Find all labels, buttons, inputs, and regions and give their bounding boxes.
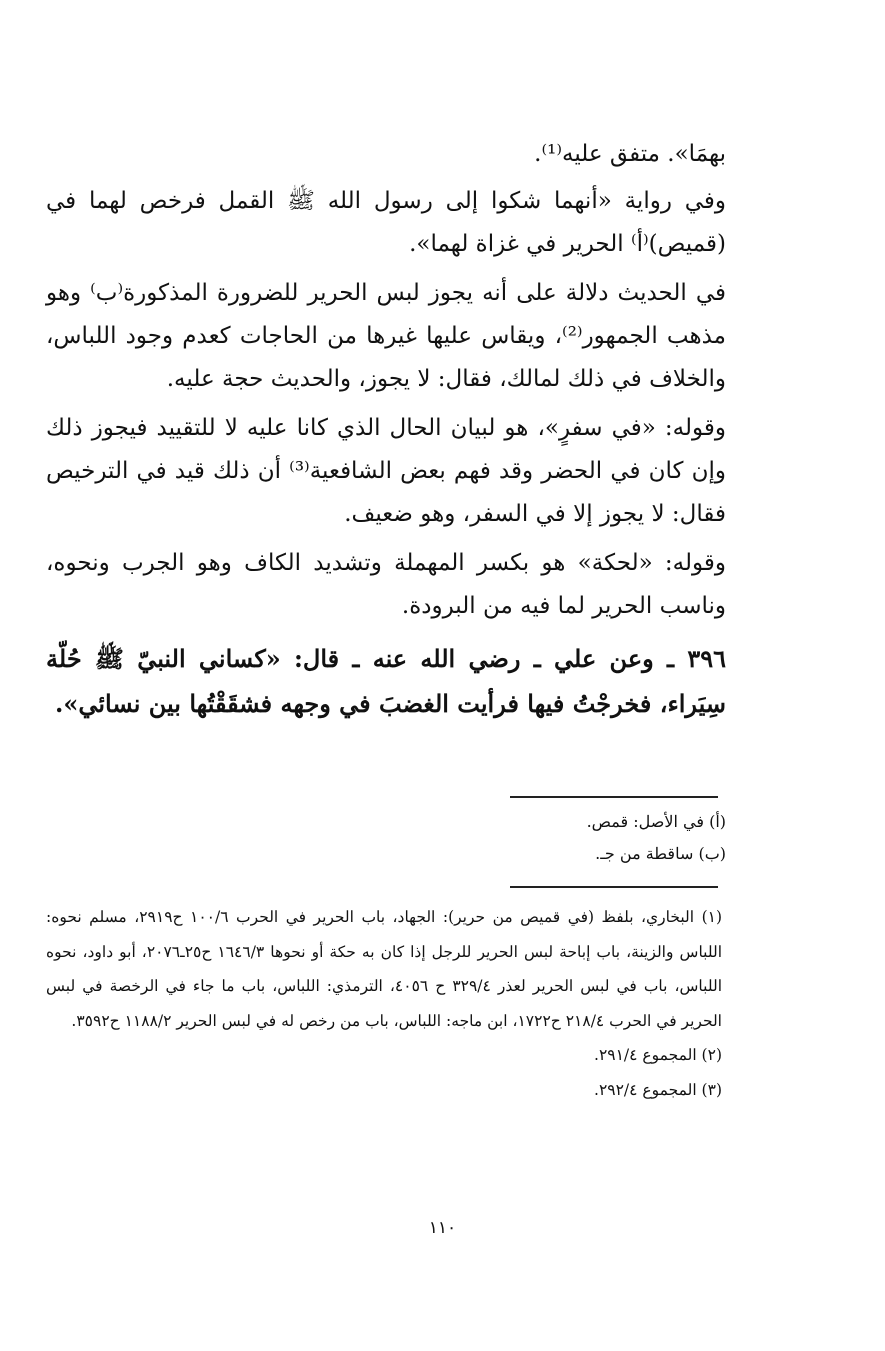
paragraph-continuation: بهمَا». متفق عليه⁽¹⁾. [534, 141, 726, 167]
variant-notes [46, 806, 726, 870]
footnote-2: (٢) المجموع ٢٩١/٤. [594, 1046, 722, 1064]
variant-notes-divider [510, 796, 718, 798]
footnote-3: (٣) المجموع ٢٩٢/٤. [594, 1080, 722, 1099]
variant-note-a: (أ) في الأصل: قمص. [586, 812, 726, 831]
main-text [46, 133, 726, 726]
paragraph-commentary: في الحديث دلالة على أنه يجوز لبس الحرير للضرورة المذكورة⁽ب⁾ وهو مذهب الجمهور⁽²⁾، ويقاس عليها غيرها من الحاجات كعدم وجود اللباس، والخلاف في ذلك لمالك، فقال: لا يجوز، والحديث حجة عليه. [46, 280, 726, 392]
variant-note-b: (ب) ساقطة من جـ. [595, 844, 726, 863]
page-number: ١١٠ [428, 1218, 457, 1238]
paragraph-itch: وقوله: «لحكة» هو بكسر المهملة وتشديد الكاف وهو الجرب ونحوه، وناسب الحرير لما فيه من البرودة. [46, 550, 726, 619]
footnote-1: (١) البخاري، بلفظ (في قميص من حرير): الجهاد، باب الحرير في الحرب ١٠٠/٦ ح٢٩١٩، مسلم نحوه: اللباس والزينة، باب إباحة لبس الحرير للرجل إذا كان به حكة أو نحوها ١٦٤٦/٣ ح٢٥ـ٢٠٧٦، أبو داود، نحوه اللباس، باب في لبس الحرير لعذر ٣٢٩/٤ ح ٤٠٥٦، الترمذي: اللباس، باب ما جاء في الرخصة في لبس الحرير في الحرب ٢١٨/٤ ح١٧٢٢، ابن ماجه: اللباس، باب من رخص له في لبس الحرير ١١٨٨/٢ ح٣٥٩٢. [46, 908, 723, 1030]
paragraph-travel: وقوله: «في سفرٍ»، هو لبيان الحال الذي كانا عليه لا للتقييد فيجوز ذلك وإن كان في الحضر وقد فهم بعض الشافعية⁽³⁾ أن ذلك قيد في الترخيص فقال: لا يجوز إلا في السفر، وهو ضعيف. [46, 415, 726, 527]
footnotes-divider [510, 886, 718, 888]
footnotes [46, 900, 722, 1107]
paragraph-narration: وفي رواية «أنهما شكوا إلى رسول الله ﷺ القمل فرخص لهما في (قميص)⁽أ⁾ الحرير في غزاة لهما». [46, 188, 726, 257]
hadith-396: ٣٩٦ ـ وعن علي ـ رضي الله عنه ـ قال: «كساني النبيّ ﷺ حُلّة سِيَراء، فخرجْتُ فيها فرأيت الغضبَ في وجهه فشقَقْتُها بين نسائي». [46, 644, 726, 718]
